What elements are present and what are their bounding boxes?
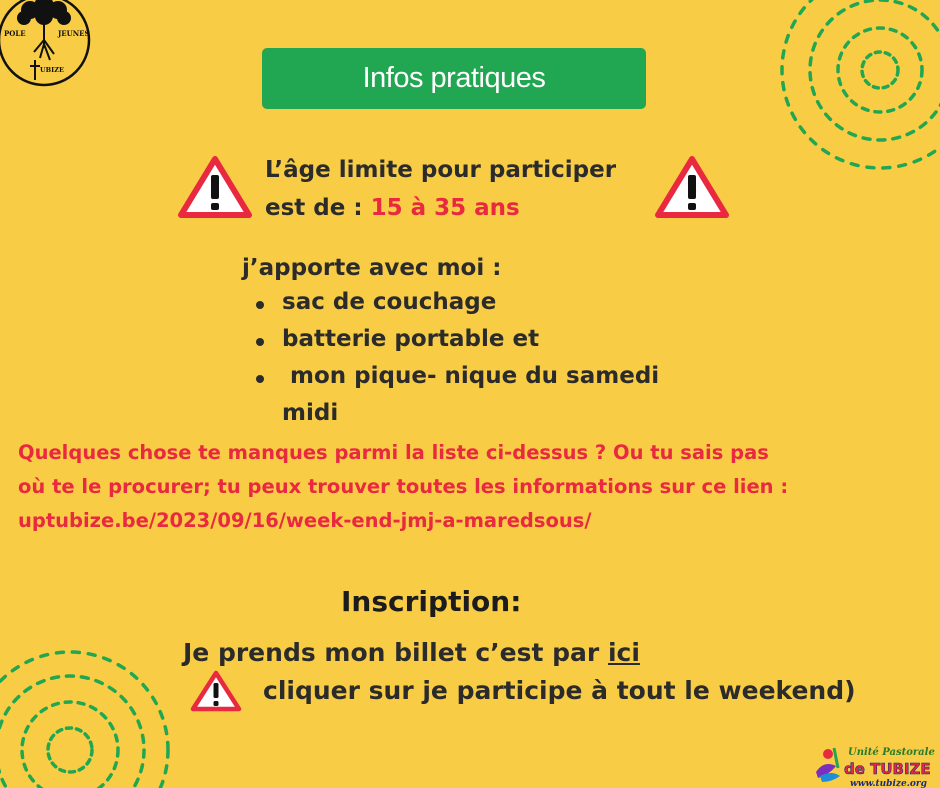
svg-text:Unité Pastorale: Unité Pastorale	[848, 747, 935, 758]
warning-icon	[655, 155, 729, 219]
list-item: batterie portable et	[282, 326, 540, 352]
participate-instruction: cliquer sur je participe à tout le weekend)	[263, 676, 856, 705]
svg-text:www.tubize.org: www.tubize.org	[850, 779, 927, 788]
list-item: sac de couchage	[282, 289, 497, 315]
list-item: mon pique- nique du samedi	[282, 363, 660, 389]
title-banner	[262, 48, 646, 109]
ticket-line	[183, 638, 640, 667]
svg-text:POLE: POLE	[4, 29, 26, 38]
bullet	[256, 301, 264, 309]
age-limit-range: 15 à 35 ans	[370, 195, 520, 221]
svg-text:UBIZE: UBIZE	[40, 66, 64, 74]
notice-link[interactable]: uptubize.be/2023/09/16/week-end-jmj-a-maredsous/	[18, 509, 592, 532]
pole-jeunes-logo	[0, 0, 92, 88]
bullet	[256, 375, 264, 383]
bring-list-heading: j’apporte avec moi :	[242, 255, 502, 281]
age-limit-prefix: est de :	[265, 195, 371, 221]
ticket-link[interactable]: ici	[607, 638, 640, 667]
decorative-dashed-circles-bottom-left	[0, 640, 170, 788]
age-limit-line2	[265, 195, 520, 221]
ticket-line-text: Je prends mon billet c’est par	[183, 638, 608, 667]
decorative-dashed-circles-top-right	[770, 0, 940, 180]
unite-pastorale-logo	[810, 742, 938, 788]
svg-text:de TUBIZE: de TUBIZE	[844, 760, 931, 778]
inscription-heading: Inscription:	[341, 585, 522, 618]
warning-icon	[178, 155, 252, 219]
bullet	[256, 338, 264, 346]
notice-line1: Quelques chose te manques parmi la liste ci-dessus ? Ou tu sais pas	[18, 441, 769, 464]
age-limit-line1: L’âge limite pour participer	[265, 157, 617, 183]
page-title: Infos pratiques	[362, 62, 546, 94]
notice-line2: où te le procurer; tu peux trouver toutes les informations sur ce lien :	[18, 475, 789, 498]
warning-icon	[190, 670, 242, 712]
list-item-continuation: midi	[282, 400, 339, 426]
svg-text:JEUNES: JEUNES	[58, 29, 90, 38]
